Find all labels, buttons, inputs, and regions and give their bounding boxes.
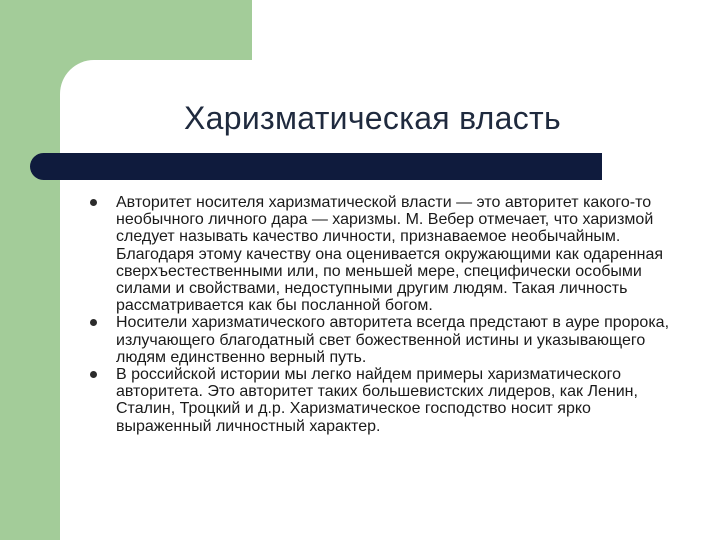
bullet-item [90,314,680,366]
bullet-item [90,194,680,314]
bullet-list [90,194,680,435]
bullet-text: Авторитет носителя харизматической власти — это авторитет какого-то необычного личного дара — харизмы. М. Вебер отмечает, что харизмой следует называть качество личности, признаваемое необычайным. Благодаря этому качеству она оценивается окружающими как одаренная сверхъестественными или, по меньшей мере, специфически особыми силами и свойствами, недоступными другим людям. Такая личность рассматривается как бы посланной богом. [116,194,664,315]
bullet-dot-icon [90,319,97,326]
title-underline-bar [30,153,602,180]
bullet-item [90,366,680,435]
bullet-text: Носители харизматического авторитета всегда предстают в ауре пророка, излучающего благодатный свет божественной истины и указывающего людям единственно верный путь. [116,314,670,366]
bullet-dot-icon [90,199,97,206]
bullet-text: В российской истории мы легко найдем примеры харизматического авторитета. Это авторитет таких большевистских лидеров, как Ленин, Сталин, Троцкий и д.р. Харизматическое господство носит ярко выраженный личностный характер. [116,366,638,435]
slide-title: Харизматическая власть [184,100,561,136]
bullet-dot-icon [90,371,97,378]
